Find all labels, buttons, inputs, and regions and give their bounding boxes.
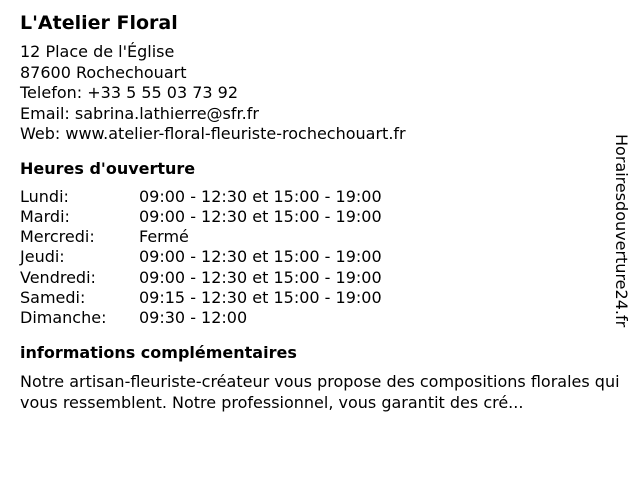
hours-row-mercredi	[20, 227, 612, 247]
day-label: Jeudi:	[20, 247, 65, 267]
day-hours: 09:00 - 12:30 et 15:00 - 19:00	[139, 267, 382, 287]
hours-list	[20, 187, 612, 329]
hours-row-lundi	[20, 187, 612, 207]
hours-row-dimanche	[20, 308, 612, 328]
hours-row-mardi	[20, 207, 612, 227]
watermark: Horairesdouverture24.fr	[612, 134, 631, 328]
email: Email: sabrina.lathierre@sfr.fr	[20, 103, 259, 123]
day-label: Mardi:	[20, 206, 70, 226]
hours-row-samedi	[20, 288, 612, 308]
hours-row-vendredi	[20, 268, 612, 288]
day-label: Lundi:	[20, 186, 69, 206]
day-label: Vendredi:	[20, 267, 96, 287]
address-line-2: 87600 Rochechouart	[20, 62, 187, 82]
phone: Telefon: +33 5 55 03 73 92	[20, 83, 239, 102]
day-hours: 09:00 - 12:30 et 15:00 - 19:00	[139, 186, 382, 206]
day-label: Mercredi:	[20, 227, 95, 247]
hours-title: Heures d'ouverture	[20, 158, 196, 178]
address-line-1: 12 Place de l'Église	[20, 42, 175, 61]
info-title: informations complémentaires	[20, 342, 297, 362]
day-hours: Fermé	[139, 227, 189, 247]
info-text: Notre artisan-fleuriste-créateur vous propose des compositions florales qui vous ressemblent. Notre professionnel, vous garantit des cré...	[20, 371, 620, 412]
day-hours: 09:00 - 12:30 et 15:00 - 19:00	[139, 206, 382, 226]
business-name: L'Atelier Floral	[20, 12, 178, 34]
day-hours: 09:15 - 12:30 et 15:00 - 19:00	[139, 287, 382, 307]
contact-block	[20, 42, 612, 145]
day-label: Samedi:	[20, 287, 86, 307]
day-hours: 09:30 - 12:00	[139, 308, 248, 328]
day-label: Dimanche:	[20, 308, 107, 328]
website: Web: www.atelier-floral-fleuriste-rochechouart.fr	[20, 124, 406, 143]
day-hours: 09:00 - 12:30 et 15:00 - 19:00	[139, 247, 382, 267]
hours-row-jeudi	[20, 247, 612, 267]
business-card	[20, 10, 620, 413]
